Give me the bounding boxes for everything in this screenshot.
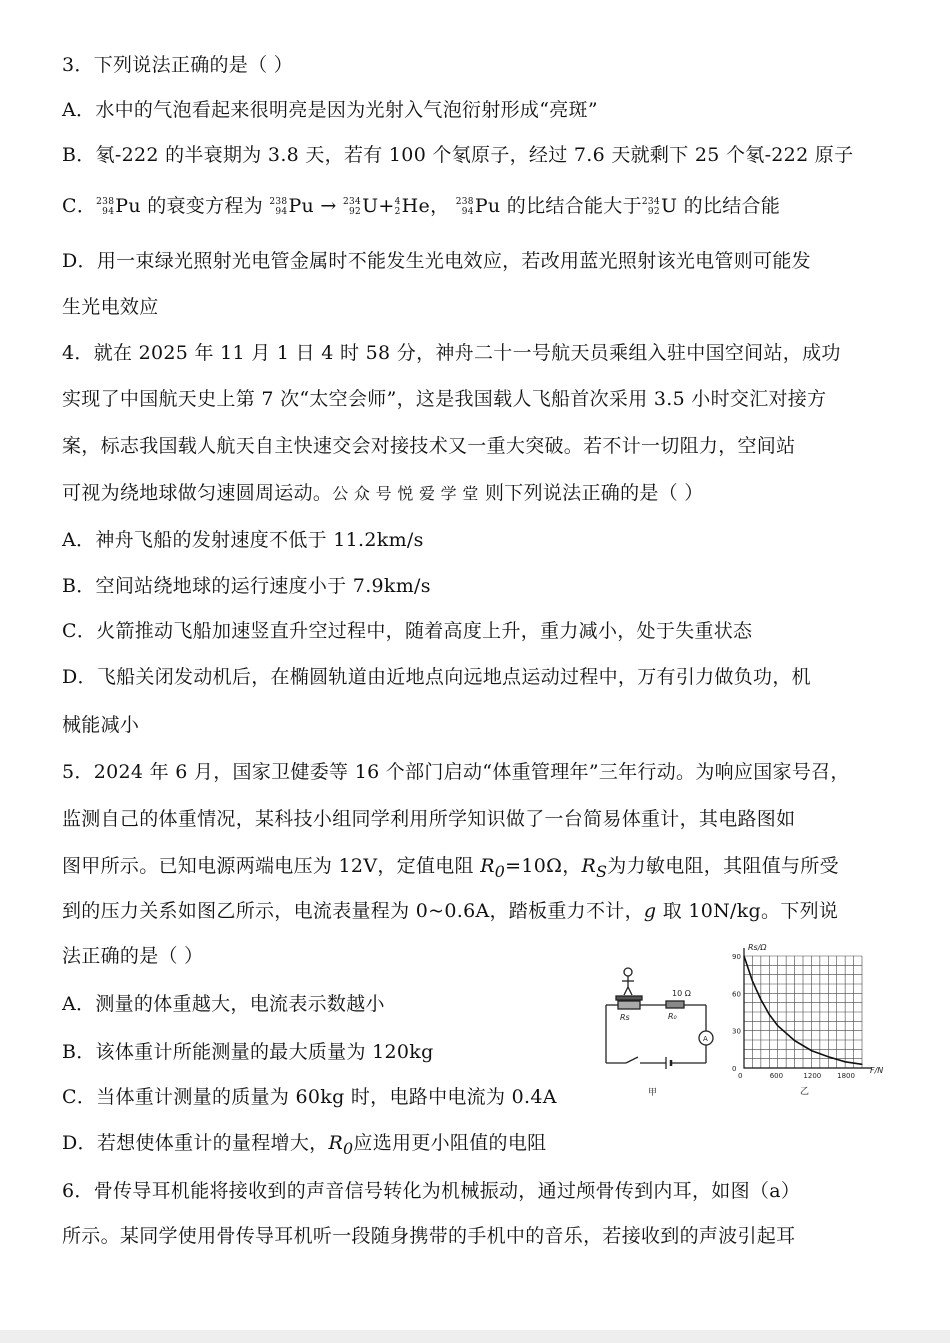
q6-stem-line1: 6．骨传导耳机能将接收到的声音信号转化为机械振动，通过颅骨传到内耳，如图（a）	[62, 1180, 801, 1202]
q5-stem-line4: 到的压力关系如图乙所示，电流表量程为 0~0.6A，踏板重力不计，g 取 10N/kg。下列说	[62, 900, 839, 922]
q5-stem-line1: 5．2024 年 6 月，国家卫健委等 16 个部门启动“体重管理年”三年行动。为响应国家号召，	[62, 761, 850, 783]
q5-option-d: D．若想使体重计的量程增大，$R_0$应选用更小阻值的电阻	[62, 1132, 547, 1158]
q4-stem-line2: 实现了中国航天史上第 7 次“太空会师”，这是我国载人飞船首次采用 3.5 小时交汇对接方	[62, 388, 827, 410]
curve-point	[811, 1050, 812, 1051]
curve-point	[777, 1025, 778, 1026]
figure-yi-caption: 乙	[800, 1087, 810, 1097]
curve-point	[845, 1061, 846, 1062]
curve-point	[828, 1056, 829, 1057]
q6-stem-line2: 所示。某同学使用骨传导耳机听一段随身携带的手机中的音乐，若接收到的声波引起耳	[62, 1225, 796, 1247]
rs-force-chart	[732, 940, 892, 1100]
q3-option-a: A．水中的气泡看起来很明亮是因为光射入气泡衍射形成“亮斑”	[62, 99, 598, 121]
resistor-value-label: 10 Ω	[672, 989, 691, 998]
q5-stem-line2: 监测自己的体重情况，某科技小组同学利用所学知识做了一台简易体重计，其电路图如	[62, 808, 796, 830]
q4-option-d-line1: D．飞船关闭发动机后，在椭圆轨道由近地点向远地点运动过程中，万有引力做负功，机	[62, 666, 811, 688]
origin-label: 0	[738, 1072, 743, 1080]
curve-point	[794, 1040, 795, 1041]
switch-icon	[626, 1057, 638, 1063]
scale-platform	[616, 996, 642, 1000]
q5-stem-line3: 图甲所示。已知电源两端电压为 12V，定值电阻 $R_0=10\Omega$，$R_S$为力敏电阻，其阻值与所受	[62, 855, 839, 881]
curve-point	[760, 999, 761, 1000]
y-tick-label: 60	[732, 990, 741, 999]
q4-stem-line4: 可视为绕地球做匀速圆周运动。公 众 号 悦 爱 学 堂 则下列说法正确的是（ ）	[62, 482, 704, 504]
circuit-diagram	[598, 965, 723, 1100]
resistor-r0	[666, 1001, 684, 1008]
r0-label: R₀	[668, 1012, 677, 1021]
x-tick-label: 1200	[803, 1072, 822, 1080]
q5-stem-line5: 法正确的是（ ）	[62, 945, 204, 967]
q4-option-a: A．神舟飞船的发射速度不低于 11.2km/s	[62, 529, 424, 551]
y-tick-label: 0	[732, 1065, 737, 1073]
q3-option-b: B．氡-222 的半衰期为 3.8 天，若有 100 个氡原子，经过 7.6 天就剩下 25 个氡-222 原子	[62, 144, 854, 166]
q4-option-d-line2: 械能减小	[62, 714, 140, 736]
curve-point	[743, 955, 744, 956]
y-tick-label: 90	[732, 953, 741, 961]
watermark-text: 公 众 号 悦 爱 学 堂	[332, 484, 479, 503]
q3-stem: 3．下列说法正确的是（ ）	[62, 54, 294, 76]
q4-stem-line1: 4．就在 2025 年 11 月 1 日 4 时 58 分，神舟二十一号航天员乘组入驻中国空间站，成功	[62, 342, 841, 364]
figure-jia-caption: 甲	[648, 1088, 658, 1098]
y-tick-label: 30	[732, 1027, 741, 1036]
q4-option-b: B．空间站绕地球的运行速度小于 7.9km/s	[62, 575, 431, 597]
force-sensor-rs	[618, 1001, 640, 1009]
q5-option-b: B．该体重计所能测量的最大质量为 120kg	[62, 1041, 434, 1063]
x-tick-label: 600	[769, 1072, 784, 1080]
q3-option-c: C． 238 94 Pu 的衰变方程为 238 94 Pu → 234 92 U+ 4 2 He， 238 94 Pu 的比结合能大于 234 92 U 的比结合能	[62, 195, 781, 217]
curve-point	[752, 980, 753, 981]
x-axis-label: F/N	[870, 1066, 884, 1075]
x-tick-label: 1800	[837, 1072, 855, 1080]
q4-option-c: C．火箭推动飞船加速竖直升空过程中，随着高度上升，重力减小，处于失重状态	[62, 620, 753, 642]
q5-option-a: A．测量的体重越大，电流表示数越小	[62, 993, 385, 1015]
q5-option-c: C．当体重计测量的质量为 60kg 时，电路中电流为 0.4A	[62, 1086, 557, 1108]
pu-nuclide: 238 94	[96, 197, 115, 217]
page-bottom-bar	[0, 1330, 950, 1343]
curve-point	[861, 1064, 862, 1065]
curve-point	[769, 1014, 770, 1015]
y-axis-label: Rs/Ω	[748, 943, 767, 952]
chart-axes	[744, 948, 872, 1068]
person-head-icon	[624, 968, 632, 976]
q4-stem-line3: 案，标志我国载人航天自主快速交会对接技术又一重大突破。若不计一切阻力，空间站	[62, 435, 796, 457]
q3-option-d-line2: 生光电效应	[62, 296, 159, 318]
ammeter-label: A	[703, 1035, 708, 1043]
rs-label: Rs	[620, 1013, 630, 1022]
q3-option-d-line1: D．用一束绿光照射光电管金属时不能发生光电效应，若改用蓝光照射该光电管则可能发	[62, 250, 811, 272]
